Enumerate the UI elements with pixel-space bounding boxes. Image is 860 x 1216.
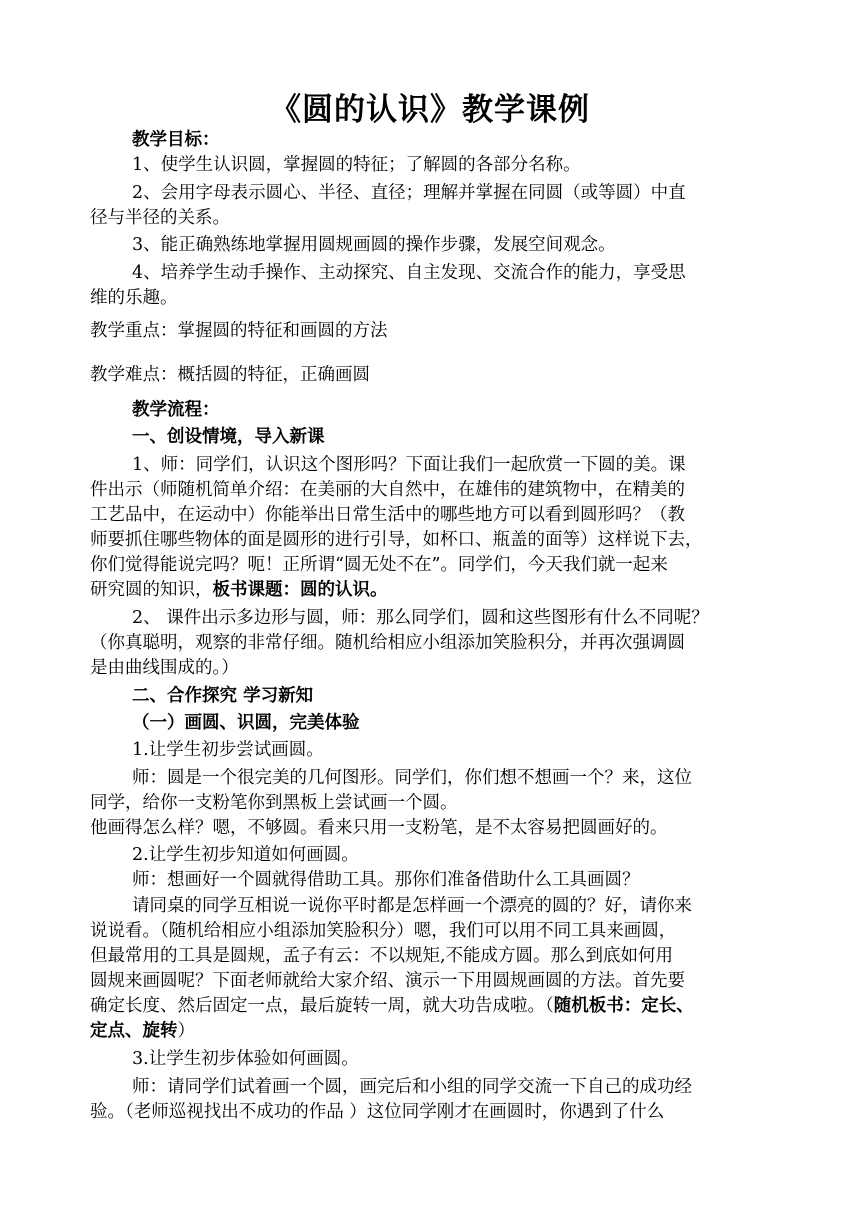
paragraph-line: 他画得怎么样？嗯，不够圆。看来只用一支粉笔，是不太容易把圆画好的。 [90,818,668,838]
paragraph-line: 但最常用的工具是圆规，孟子有云：不以规矩,不能成方圆。那么到底如何用 [90,946,674,966]
difficulties-line: 教学难点：概括圆的特征，正确画圆 [90,365,370,385]
paragraph-line: 师要抓住哪些物体的面是圆形的进行引导，如杯口、瓶盖的面等）这样说下去， [90,530,703,550]
board-notes-emphasis: 定点、旋转 [90,1021,178,1041]
subsection-heading: （一）画圆、识圆，完美体验 [132,713,360,733]
paragraph-text: 确定长度、然后固定一点，最后旋转一周，就大功告成啦。（ [90,996,554,1016]
section-heading-process: 教学流程： [132,400,220,420]
paragraph-line: 圆规来画圆呢？下面老师就给大家介绍、演示一下用圆规画圆的方法。首先要 [90,971,685,991]
paragraph-line: 同学，给你一支粉笔你到黑板上尝试画一个圆。 [90,793,458,813]
paragraph-line: 是由曲线围成的。） [90,658,239,678]
paragraph-line: 师：请同学们试着画一个圆，画完后和小组的同学交流一下自己的成功经 [132,1077,692,1097]
section-heading-part-2: 二、合作探究 学习新知 [132,686,314,706]
paragraph-line: 1、师：同学们，认识这个图形吗？下面让我们一起欣赏一下圆的美。课 [132,455,686,475]
paragraph-line: 1.让学生初步尝试画圆。 [132,740,324,760]
paragraph-line: 你们觉得能说完吗？呃！正所谓“圆无处不在”。同学们，今天我们就一起来 [90,555,668,575]
paragraph-line: 师：圆是一个很完美的几何图形。同学们，你们想不想画一个？来，这位 [132,768,692,788]
document-title: 《圆的认识》教学课例 [270,92,590,128]
paragraph-line: 件出示（师随机简单介绍：在美丽的大自然中，在雄伟的建筑物中，在精美的 [90,480,685,500]
paragraph-text: 研究圆的知识， [90,580,213,600]
paragraph-line: 2.让学生初步知道如何画圆。 [132,845,359,865]
paragraph-line: 请同桌的同学互相说一说你平时都是怎样画一个漂亮的圆的？好，请你来 [132,896,692,916]
paragraph-line-mixed [90,578,388,602]
paragraph-line: 2、 课件出示多边形与圆，师：那么同学们，圆和这些图形有什么不同呢？ [132,608,709,628]
section-heading-objectives: 教学目标： [132,130,220,150]
paragraph-line: 说说看。（随机给相应小组添加笑脸积分）嗯，我们可以用不同工具来画圆， [90,921,677,941]
paragraph-line: 2、会用字母表示圆心、半径、直径；理解并掌握在同圆（或等圆）中直 [132,183,686,203]
board-notes-emphasis: 随机板书：定长、 [553,996,694,1016]
paragraph-line: 3.让学生初步体验如何画圆。 [132,1049,359,1069]
paragraph-line-mixed [90,1019,195,1043]
paragraph-line: 1、使学生认识圆，掌握圆的特征；了解圆的各部分名称。 [132,155,581,175]
key-points-line: 教学重点：掌握圆的特征和画圆的方法 [90,321,388,341]
paragraph-text: ） [177,1021,195,1041]
section-heading-part-1: 一、创设情境，导入新课 [132,427,325,447]
paragraph-line: 验。（老师巡视找出不成功的作品 ）这位同学刚才在画圆时，你遇到了什么 [90,1102,665,1122]
board-title-emphasis: 板书课题：圆的认识。 [212,580,388,600]
paragraph-line: 师：想画好一个圆就得借助工具。那你们准备借助什么工具画圆？ [132,870,640,890]
paragraph-line: 径与半径的关系。 [90,208,230,228]
paragraph-line: 3、能正确熟练地掌握用圆规画圆的操作步骤，发展空间观念。 [132,235,616,255]
paragraph-line-mixed [90,994,694,1018]
paragraph-line: 4、培养学生动手操作、主动探究、自主发现、交流合作的能力，享受思 [132,263,686,283]
paragraph-line: 维的乐趣。 [90,288,178,308]
paragraph-line: 工艺品中，在运动中）你能举出日常生活中的哪些地方可以看到圆形吗？（教 [90,505,685,525]
paragraph-line: （你真聪明，观察的非常仔细。随机给相应小组添加笑脸积分，并再次强调圆 [90,633,685,653]
